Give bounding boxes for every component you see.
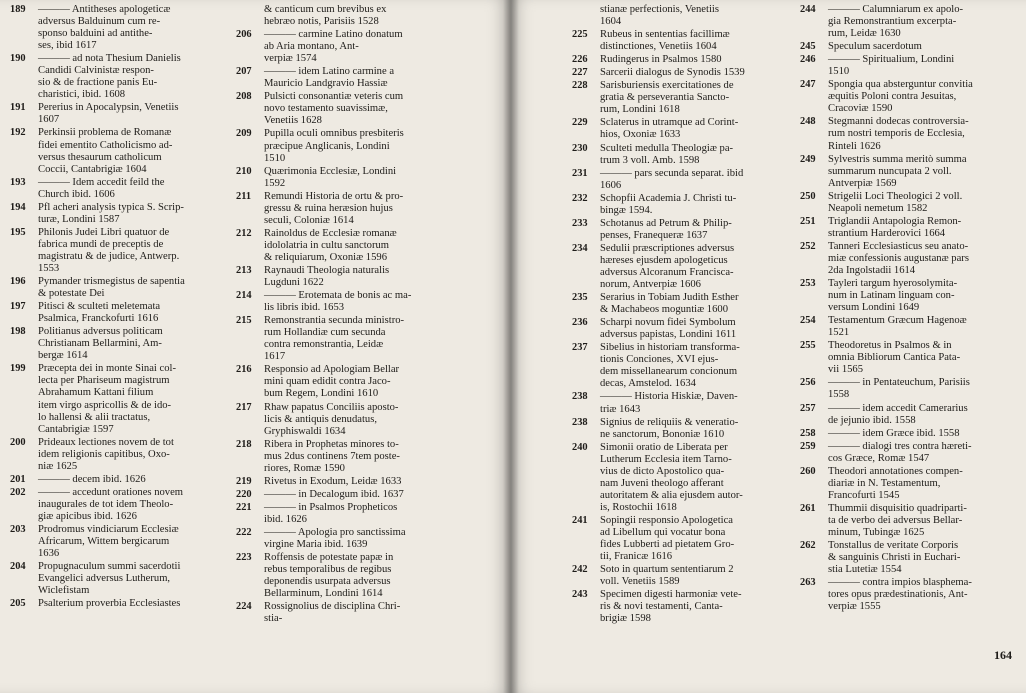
- catalog-entry: [572, 168, 798, 192]
- entry-text: ——— Historia Hiskiæ, Daven- triæ 1643: [600, 391, 738, 415]
- entry-number: 208: [236, 91, 252, 103]
- entry-number: 192: [10, 127, 26, 139]
- catalog-entry: [236, 601, 504, 625]
- entry-number: 230: [572, 142, 588, 154]
- entry-text: Rivetus in Exodum, Leidæ 1633: [264, 475, 402, 487]
- entry-number: 259: [800, 440, 816, 452]
- catalog-entry: [10, 326, 232, 362]
- entry-number: 215: [236, 315, 252, 327]
- entry-text: ——— Apologia pro sanctissima virgine Maria ibid. 1639: [264, 526, 406, 551]
- catalog-entry: [10, 53, 232, 101]
- entry-text: Propugnaculum summi sacerdotii Evangelici adversus Lutherum, Wiclefistam: [38, 561, 181, 597]
- entry-number: 252: [800, 240, 816, 252]
- entry-text: ——— accedunt orationes novem inaugurales de tot idem Theolo- giæ apicibus ibid. 1626: [38, 486, 184, 522]
- entry-text: Prideaux lectiones novem de tot idem religionis capitibus, Oxo- niæ 1625: [38, 436, 174, 472]
- entry-text: Pfl acheri analysis typica S. Scrip- turæ, Londini 1587: [38, 201, 184, 225]
- entry-text: Sclaterus in utramque ad Corint- hios, Oxoniæ 1633: [600, 117, 739, 141]
- entry-number: 262: [800, 540, 816, 552]
- left-page-column-1: [10, 4, 232, 693]
- entry-number: 238: [572, 416, 588, 428]
- entry-number: 211: [236, 190, 252, 202]
- catalog-entry: [236, 502, 504, 526]
- entry-text: Pulsicti consonantiæ veteris cum novo testamento suavissimæ, Venetiis 1628: [264, 91, 404, 127]
- entry-number: 203: [10, 523, 26, 535]
- catalog-entry: [572, 515, 798, 563]
- catalog-entry: [236, 29, 504, 65]
- catalog-entry: [236, 91, 504, 127]
- catalog-entry: [800, 540, 1022, 576]
- catalog-entry: [572, 4, 798, 28]
- right-page-column-1: [572, 4, 798, 693]
- catalog-entry: [10, 227, 232, 275]
- entry-number: 213: [236, 264, 252, 276]
- catalog-entry: [800, 154, 1022, 190]
- entry-number: 232: [572, 192, 588, 204]
- entry-text: ——— decem ibid. 1626: [38, 473, 146, 485]
- entry-number: 205: [10, 598, 26, 610]
- entry-text: Quærimonia Ecclesiæ, Londini 1592: [264, 165, 397, 189]
- entry-number: 224: [236, 601, 252, 613]
- entry-number: 246: [800, 54, 816, 66]
- entry-text: Scharpi novum fidei Symbolum adversus papistas, Londini 1611: [600, 317, 737, 341]
- entry-number: 189: [10, 4, 26, 15]
- entry-text: Tanneri Ecclesiasticus seu anato- miæ confessionis augustanæ pars 2da Ingolstadii 1614: [828, 240, 969, 276]
- entry-number: 254: [800, 315, 816, 327]
- entry-number: 241: [572, 514, 588, 526]
- catalog-entry: [800, 278, 1022, 314]
- entry-text: Politianus adversus politicam Christianam Bellarmini, Am- bergæ 1614: [38, 326, 163, 362]
- entry-text: ——— in Psalmos Propheticos ibid. 1626: [264, 501, 398, 525]
- catalog-entry: [10, 561, 232, 597]
- left-page-column-2: [236, 4, 504, 693]
- entry-text: ——— Antitheses apologeticæ adversus Balduinum cum re- sponso balduini ad antithe- ses, ibid 1617: [38, 4, 171, 52]
- catalog-entry: [800, 79, 1022, 115]
- catalog-entry: [572, 317, 798, 341]
- catalog-entry: [572, 67, 798, 79]
- catalog-entry: [572, 391, 798, 415]
- entry-text: Responsio ad Apologiam Bellar mini quam edidit contra Jaco- bum Regem, Londini 1610: [264, 364, 400, 400]
- catalog-entry: [10, 177, 232, 201]
- entry-number: 236: [572, 317, 588, 329]
- entry-text: Theodori annotationes compen- diariæ in N. Testamentum, Francofurti 1545: [828, 465, 963, 501]
- catalog-entry: [236, 527, 504, 551]
- entry-text: ——— Calumniarum ex apolo- gia Remonstrantium excerpta- rum, Leidæ 1630: [828, 4, 964, 40]
- catalog-entry: [572, 29, 798, 53]
- entry-number: 258: [800, 427, 816, 439]
- catalog-entry: [10, 487, 232, 523]
- entry-number: 231: [572, 167, 588, 179]
- catalog-entry: [800, 4, 1022, 40]
- catalog-entry: [236, 166, 504, 190]
- entry-text: Perkinsii problema de Romanæ fidei ementito Catholicismo ad- versus thesaurum catholicum Coccii, Cantabrigiæ 1604: [38, 127, 173, 175]
- catalog-entry: [800, 403, 1022, 427]
- entry-number: 255: [800, 340, 816, 352]
- entry-number: 226: [572, 54, 588, 66]
- entry-number: 216: [236, 364, 252, 376]
- catalog-entry: [572, 218, 798, 242]
- entry-number: 225: [572, 29, 588, 41]
- catalog-entry: [572, 54, 798, 66]
- catalog-entry: [10, 524, 232, 560]
- entry-number: 190: [10, 53, 26, 65]
- catalog-entry: [572, 80, 798, 116]
- catalog-entry: [572, 292, 798, 316]
- catalog-entry: [572, 117, 798, 141]
- catalog-entry: [572, 342, 798, 390]
- entry-number: 219: [236, 475, 252, 487]
- entry-text: ——— idem accedit Camerarius de jejunio ibid. 1558: [828, 402, 968, 426]
- entry-number: 242: [572, 564, 588, 576]
- entry-number: 191: [10, 102, 26, 114]
- entry-text: Sopingii responsio Apologetica ad Libellum qui vocatur bona fides Lubberti ad pietatem Gro- tii, Franicæ 1616: [600, 514, 735, 563]
- catalog-entry: [236, 552, 504, 600]
- entry-text: Testamentum Græcum Hagenoæ 1521: [828, 315, 967, 339]
- entry-text: Remonstrantia secunda ministro- rum Hollandiæ cum secunda contra remonstrantia, Leidæ 1617: [264, 315, 405, 363]
- catalog-entry: [572, 564, 798, 588]
- entry-number: 198: [10, 326, 26, 338]
- entry-text: Serarius in Tobiam Judith Esther & Machabeos moguntiæ 1600: [600, 292, 739, 316]
- entry-number: 237: [572, 342, 588, 354]
- catalog-entry: [800, 441, 1022, 465]
- catalog-entry: [236, 402, 504, 438]
- entry-text: Roffensis de potestate papæ in rebus temporalibus de regibus deponendis usurpata adversus Bellarminum, Londini 1614: [264, 552, 394, 600]
- catalog-entry: [800, 216, 1022, 240]
- catalog-entry: [236, 476, 504, 488]
- catalog-entry: [800, 466, 1022, 502]
- entry-number: 217: [236, 401, 252, 413]
- entry-number: 214: [236, 290, 252, 302]
- entry-text: ——— dialogi tres contra hæreti- cos Græce, Romæ 1547: [828, 440, 972, 464]
- entry-text: Raynaudi Theologia naturalis Lugduni 1622: [264, 264, 390, 289]
- entry-number: 193: [10, 176, 26, 188]
- catalog-entry: [10, 127, 232, 175]
- entry-text: Sarcerii dialogus de Synodis 1539: [600, 67, 745, 79]
- entry-number: 210: [236, 165, 252, 177]
- right-page-column-2: [800, 4, 1022, 693]
- entry-number: 222: [236, 526, 252, 538]
- entry-text: ——— Erotemata de bonis ac ma- lis libris ibid. 1653: [264, 290, 412, 314]
- catalog-entry: [800, 503, 1022, 539]
- catalog-entry: [236, 315, 504, 363]
- entry-number: 218: [236, 438, 252, 450]
- entry-text: Sedulii præscriptiones adversus hæreses ejusdem apologeticus adversus Alcoranum Francisca- norum, Antverpiæ 1606: [600, 242, 735, 291]
- entry-text: Thummii disquisitio quadriparti- ta de verbo dei adversus Bellar- minum, Tubingæ 1625: [828, 502, 967, 538]
- entry-text: ——— in Pentateuchum, Parisiis 1558: [828, 377, 970, 401]
- entry-number: 195: [10, 226, 26, 238]
- catalog-entry: [236, 228, 504, 264]
- catalog-entry: [800, 315, 1022, 339]
- entry-text: Prodromus vindiciarum Ecclesiæ Africarum, Wittem bergicarum 1636: [38, 523, 179, 560]
- entry-number: 235: [572, 292, 588, 304]
- catalog-entry: [236, 128, 504, 164]
- right-page: [510, 0, 1026, 693]
- entry-text: Remundi Historia de ortu & pro- gressu & ruina heræsion hujus seculi, Coloniæ 1614: [264, 190, 404, 226]
- entry-text: Sculteti medulla Theologiæ pa- trum 3 voll. Amb. 1598: [600, 142, 734, 166]
- entry-text: Soto in quartum sententiarum 2 voll. Venetiis 1589: [600, 564, 734, 588]
- catalog-entry: [572, 417, 798, 441]
- entry-number: 221: [236, 501, 252, 513]
- catalog-entry: [236, 290, 504, 314]
- entry-text: Psalterium proverbia Ecclesiastes: [38, 598, 181, 610]
- entry-text: Ribera in Prophetas minores to- mus 2dus continens 7tem poste- riores, Romæ 1590: [264, 438, 400, 474]
- entry-number: 212: [236, 227, 252, 239]
- entry-number: 251: [800, 215, 816, 227]
- entry-text: Triglandii Antapologia Remon- strantium Harderovici 1664: [828, 215, 962, 239]
- entry-text: ——— Spiritualium, Londini 1510: [828, 54, 955, 78]
- catalog-entry: [236, 439, 504, 475]
- catalog-entry: [10, 474, 232, 486]
- catalog-entry: [800, 191, 1022, 215]
- entry-text: Sylvestris summa meritò summa summarum nuncupata 2 voll. Antverpiæ 1569: [828, 153, 967, 189]
- entry-text: stianæ perfectionis, Venetiis 1604: [600, 4, 719, 28]
- entry-text: ——— ad nota Thesium Danielis Candidi Calvinistæ respon- sio & de fractione panis Eu- charistici, ibid. 1608: [38, 53, 181, 101]
- entry-text: Rubeus in sententias facillimæ distinctiones, Venetiis 1604: [600, 29, 730, 53]
- catalog-entry: [10, 202, 232, 226]
- catalog-entry: [236, 4, 504, 28]
- entry-text: Rainoldus de Ecclesiæ romanæ idololatria in cultu sanctorum & reliquiarum, Oxoniæ 1596: [264, 227, 397, 263]
- catalog-entry: [572, 193, 798, 217]
- entry-text: Speculum sacerdotum: [828, 41, 922, 53]
- entry-text: Rossignolius de disciplina Chri- stia-: [264, 601, 401, 625]
- entry-number: 194: [10, 201, 26, 213]
- left-page: [0, 0, 510, 693]
- entry-text: ——— pars secunda separat. ibid 1606: [600, 167, 744, 191]
- entry-number: 257: [800, 402, 816, 414]
- catalog-entry: [10, 301, 232, 325]
- entry-number: 228: [572, 80, 588, 92]
- entry-text: Præcepta dei in monte Sinai col- lecta per Phariseum magistrum Abrahamum Kattani filium item virgo aspricollis & de ido- lo hallensi & alii tractatus, Cantabrigiæ 1597: [38, 363, 176, 435]
- catalog-entry: [572, 143, 798, 167]
- entry-number: 240: [572, 441, 588, 453]
- entry-number: 199: [10, 363, 26, 375]
- entry-text: ——— Idem accedit feild the Church ibid. 1606: [38, 176, 165, 200]
- entry-number: 207: [236, 66, 252, 78]
- entry-number: 234: [572, 242, 588, 254]
- entry-number: 253: [800, 278, 816, 290]
- catalog-entry: [236, 66, 504, 90]
- entry-text: ——— idem Latino carmine a Mauricio Landgravio Hassiæ: [264, 66, 395, 90]
- entry-text: ——— in Decalogum ibid. 1637: [264, 488, 404, 500]
- catalog-entry: [10, 102, 232, 126]
- entry-text: Signius de reliquiis & veneratio- ne sanctorum, Bononiæ 1610: [600, 416, 739, 440]
- catalog-entry: [10, 363, 232, 435]
- entry-text: ——— carmine Latino donatum ab Aria montano, Ant- verpiæ 1574: [264, 29, 403, 65]
- entry-text: Theodoretus in Psalmos & in omnia Bibliorum Cantica Pata- vii 1565: [828, 340, 961, 376]
- entry-number: 249: [800, 153, 816, 165]
- entry-text: ——— contra impios blasphema- tores opus prædestinationis, Ant- verpiæ 1555: [828, 577, 972, 613]
- entry-number: 250: [800, 190, 816, 202]
- entry-number: 233: [572, 217, 588, 229]
- entry-number: 206: [236, 29, 252, 41]
- entry-number: 197: [10, 301, 26, 313]
- entry-number: 200: [10, 436, 26, 448]
- entry-number: 229: [572, 117, 588, 129]
- catalog-entry: [236, 191, 504, 227]
- entry-number: 256: [800, 377, 816, 389]
- entry-text: Sibelius in historiam transforma- tionis Conciones, XVI ejus- dem missellanearum concionum decas, Amstelod. 1634: [600, 342, 740, 390]
- catalog-entry: [800, 241, 1022, 277]
- entry-text: Rhaw papatus Conciliis aposto- licis & antiquis denudatus, Gryphiswaldi 1634: [264, 401, 399, 437]
- catalog-entry: [800, 54, 1022, 78]
- entry-number: 227: [572, 67, 588, 79]
- catalog-entry: [10, 598, 232, 610]
- entry-text: Spongia qua absterguntur convitia æquitis Poloni contra Jesuitas, Cracoviæ 1590: [828, 79, 973, 115]
- entry-text: Simonii oratio de Liberata per Lutherum Ecclesia item Tarno- vius de dicto Apostolico qua- nam Juveni theologo afferant autoritatem & alia ejusdem autor- is, Rostochii 1618: [600, 441, 743, 513]
- entry-text: ——— idem Græce ibid. 1558: [828, 427, 960, 439]
- entry-number: 209: [236, 128, 252, 140]
- entry-text: Pymander trismegistus de sapentia & potestate Dei: [38, 276, 185, 300]
- catalog-entry: [10, 4, 232, 52]
- entry-text: Tonstallus de veritate Corporis & sanguinis Christi in Euchari- stia Lutetiæ 1554: [828, 540, 961, 576]
- catalog-entry: [236, 364, 504, 400]
- entry-text: Sarisburiensis exercitationes de gratia & perseverantia Sancto- rum, Londini 1618: [600, 80, 734, 116]
- entry-text: Stegmanni dodecas controversia- rum nostri temporis de Ecclesia, Rinteli 1626: [828, 116, 969, 152]
- entry-number: 220: [236, 488, 252, 500]
- entry-number: 263: [800, 577, 816, 589]
- catalog-entry: [800, 41, 1022, 53]
- entry-number: 238: [572, 391, 588, 403]
- entry-text: Pupilla oculi omnibus presbiteris præcipue Anglicanis, Londini 1510: [264, 128, 404, 164]
- catalog-entry: [236, 489, 504, 501]
- catalog-entry: [572, 442, 798, 514]
- entry-number: 245: [800, 41, 816, 53]
- entry-text: Pererius in Apocalypsin, Venetiis 1607: [38, 102, 179, 126]
- entry-text: Rudingerus in Psalmos 1580: [600, 54, 722, 66]
- entry-text: Schopfii Academia J. Christi tu- bingæ 1594.: [600, 192, 737, 216]
- entry-text: Schotanus ad Petrum & Philip- penses, Franequeræ 1637: [600, 217, 732, 241]
- catalog-entry: [800, 577, 1022, 613]
- catalog-entry: [10, 276, 232, 300]
- entry-number: 201: [10, 473, 26, 485]
- entry-number: 243: [572, 589, 588, 601]
- entry-number: 247: [800, 79, 816, 91]
- catalog-entry: [10, 437, 232, 473]
- entry-text: Tayleri targum hyerosolymita- num in Latinam linguam con- versum Londini 1649: [828, 278, 958, 314]
- entry-number: 223: [236, 552, 252, 564]
- catalog-entry: [572, 589, 798, 625]
- entry-number: 244: [800, 4, 816, 15]
- catalog-entry: [800, 116, 1022, 152]
- entry-text: Strigelii Loci Theologici 2 voll. Neapoli nemetum 1582: [828, 190, 963, 214]
- entry-number: 261: [800, 502, 816, 514]
- entry-number: 202: [10, 486, 26, 498]
- entry-number: 248: [800, 116, 816, 128]
- catalog-entry: [572, 243, 798, 291]
- entry-text: Philonis Judei Libri quatuor de fabrica mundi de preceptis de magistratu & de judice, Antwerp. 1553: [38, 226, 180, 274]
- entry-number: 260: [800, 465, 816, 477]
- catalog-entry: [800, 377, 1022, 401]
- entry-text: & canticum cum brevibus ex hebræo notis, Parisiis 1528: [264, 4, 387, 28]
- catalog-entry: [800, 340, 1022, 376]
- page-number: 164: [994, 648, 1012, 662]
- catalog-entry: [236, 265, 504, 289]
- catalog-entry: [800, 428, 1022, 440]
- entry-text: Specimen digesti harmoniæ vete- ris & novi testamenti, Canta- brigiæ 1598: [600, 589, 742, 625]
- entry-number: 196: [10, 276, 26, 288]
- entry-text: Pitisci & sculteti meletemata Psalmica, Franckofurti 1616: [38, 301, 161, 325]
- entry-number: 204: [10, 561, 26, 573]
